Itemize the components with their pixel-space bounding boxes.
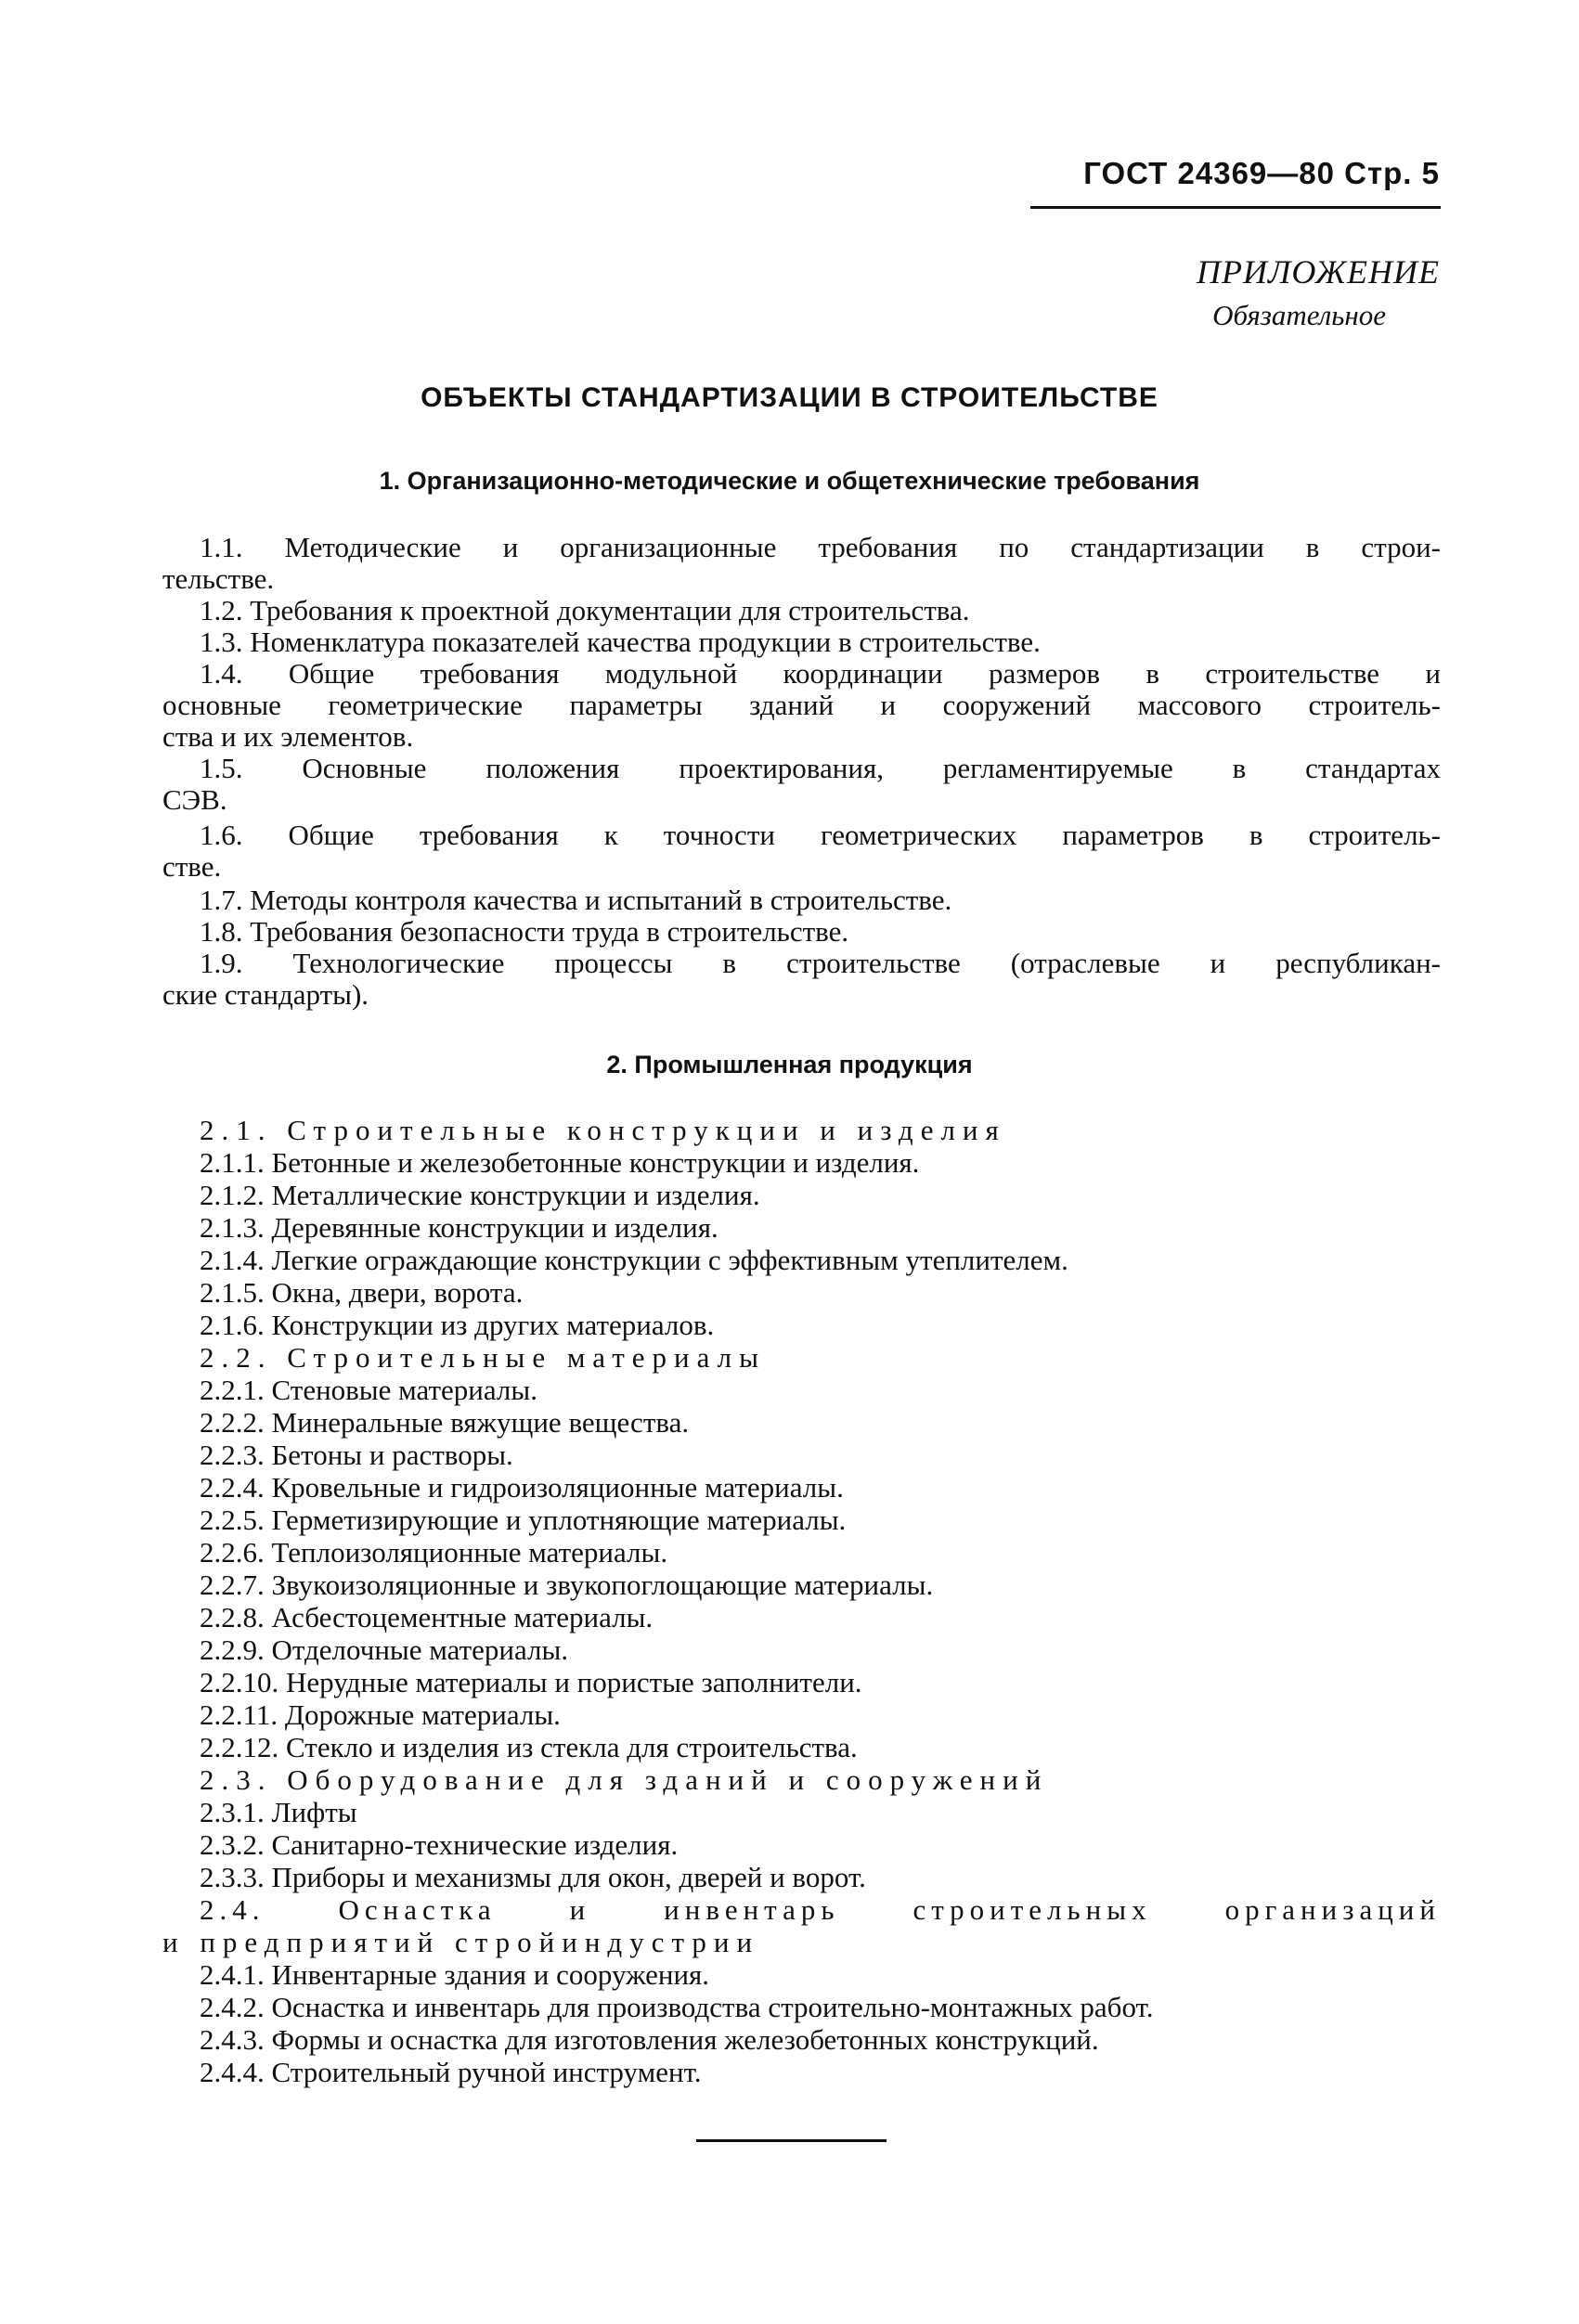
list-item: 2.2.6. Теплоизоляционные материалы. [200,1536,668,1569]
section-1-heading: 1. Организационно-методические и общетехнические требования [379,467,1200,495]
list-item: 2.3.2. Санитарно-технические изделия. [200,1828,679,1861]
paragraph-line: 1.3. Номенклатура показателей качества продукции в строительстве. [200,626,1041,658]
list-item: 2.1.1. Бетонные и железобетонные конструкции и изделия. [200,1146,920,1179]
footer-rule [696,2139,887,2142]
subsection-heading: 2.3. Оборудование для зданий и сооружений [200,1763,1049,1796]
appendix-subtitle: Обязательное [1212,299,1386,331]
list-item: 2.2.2. Минеральные вяжущие вещества. [200,1406,690,1439]
list-item: 2.4.1. Инвентарные здания и сооружения. [200,1958,710,1991]
list-item: 2.2.10. Нерудные материалы и пористые заполнители. [200,1666,862,1698]
list-item: 2.4.2. Оснастка и инвентарь для производства строительно-монтажных работ. [200,1991,1154,2023]
list-item: 2.2.12. Стекло и изделия из стекла для строительства. [200,1731,858,1763]
paragraph-line: 1.8. Требования безопасности труда в строительстве. [200,915,849,948]
page-header: ГОСТ 24369—80 Стр. 5 [1083,156,1440,190]
appendix-title: ПРИЛОЖЕНИЕ [1197,253,1440,290]
list-item: 2.2.1. Стеновые материалы. [200,1374,537,1406]
paragraph-line: 1.1. Методические и организационные требования по стандартизации в строи- [200,531,1441,563]
list-item: 2.2.11. Дорожные материалы. [200,1698,561,1731]
paragraph-line: стве. [162,850,222,883]
section-2-heading: 2. Промышленная продукция [606,1051,973,1078]
list-item: 2.1.5. Окна, двери, ворота. [200,1276,524,1309]
subsection-heading: 2.1. Строительные конструкции и изделия [200,1114,1006,1146]
paragraph-line: ские стандарты). [162,978,369,1011]
list-item: 2.4.4. Строительный ручной инструмент. [200,2056,702,2088]
list-item: 2.2.3. Бетоны и растворы. [200,1439,513,1471]
document-title: ОБЪЕКТЫ СТАНДАРТИЗАЦИИ В СТРОИТЕЛЬСТВЕ [421,382,1158,413]
list-item: 2.3.3. Приборы и механизмы для окон, дверей и ворот. [200,1861,866,1893]
header-rule [1030,206,1441,209]
list-item: 2.1.2. Металлические конструкции и изделия. [200,1179,760,1211]
list-item: 2.2.8. Асбестоцементные материалы. [200,1601,654,1633]
paragraph-line: тельстве. [162,562,275,595]
list-item: 2.2.9. Отделочные материалы. [200,1633,569,1666]
list-item: 2.1.4. Легкие ограждающие конструкции с эффективным утеплителем. [200,1244,1068,1276]
list-item: 2.1.3. Деревянные конструкции и изделия. [200,1211,718,1244]
list-item: 2.2.7. Звукоизоляционные и звукопоглощающие материалы. [200,1569,934,1601]
paragraph-line: 1.6. Общие требования к точности геометрических параметров в строитель- [200,819,1441,851]
paragraph-line: основные геометрические параметры зданий и сооружений массового строитель- [162,689,1441,721]
list-item: 2.1.6. Конструкции из других материалов. [200,1309,715,1341]
paragraph-line: 1.7. Методы контроля качества и испытаний в строительстве. [200,884,952,916]
list-item: 2.3.1. Лифты [200,1796,357,1828]
paragraph-line: СЭВ. [162,783,227,816]
subsection-heading: 2.2. Строительные материалы [200,1341,766,1374]
paragraph-line: 1.2. Требования к проектной документации для строительства. [200,594,970,626]
list-item: 2.2.5. Герметизирующие и уплотняющие материалы. [200,1504,847,1536]
paragraph-line: 1.5. Основные положения проектирования, регламентируемые в стандартах [200,752,1441,784]
paragraph-line: ства и их элементов. [162,720,414,753]
subsection-heading: и предприятий стройиндустрии [162,1926,760,1958]
list-item: 2.2.4. Кровельные и гидроизоляционные материалы. [200,1471,844,1504]
paragraph-line: 1.4. Общие требования модульной координации размеров в строительстве и [200,657,1441,690]
paragraph-line: 1.9. Технологические процессы в строительстве (отраслевые и республикан- [200,947,1441,979]
list-item: 2.4.3. Формы и оснастка для изготовления железобетонных конструкций. [200,2023,1099,2056]
subsection-heading: 2.4. Оснастка и инвентарь строительных организаций [200,1893,1441,1926]
